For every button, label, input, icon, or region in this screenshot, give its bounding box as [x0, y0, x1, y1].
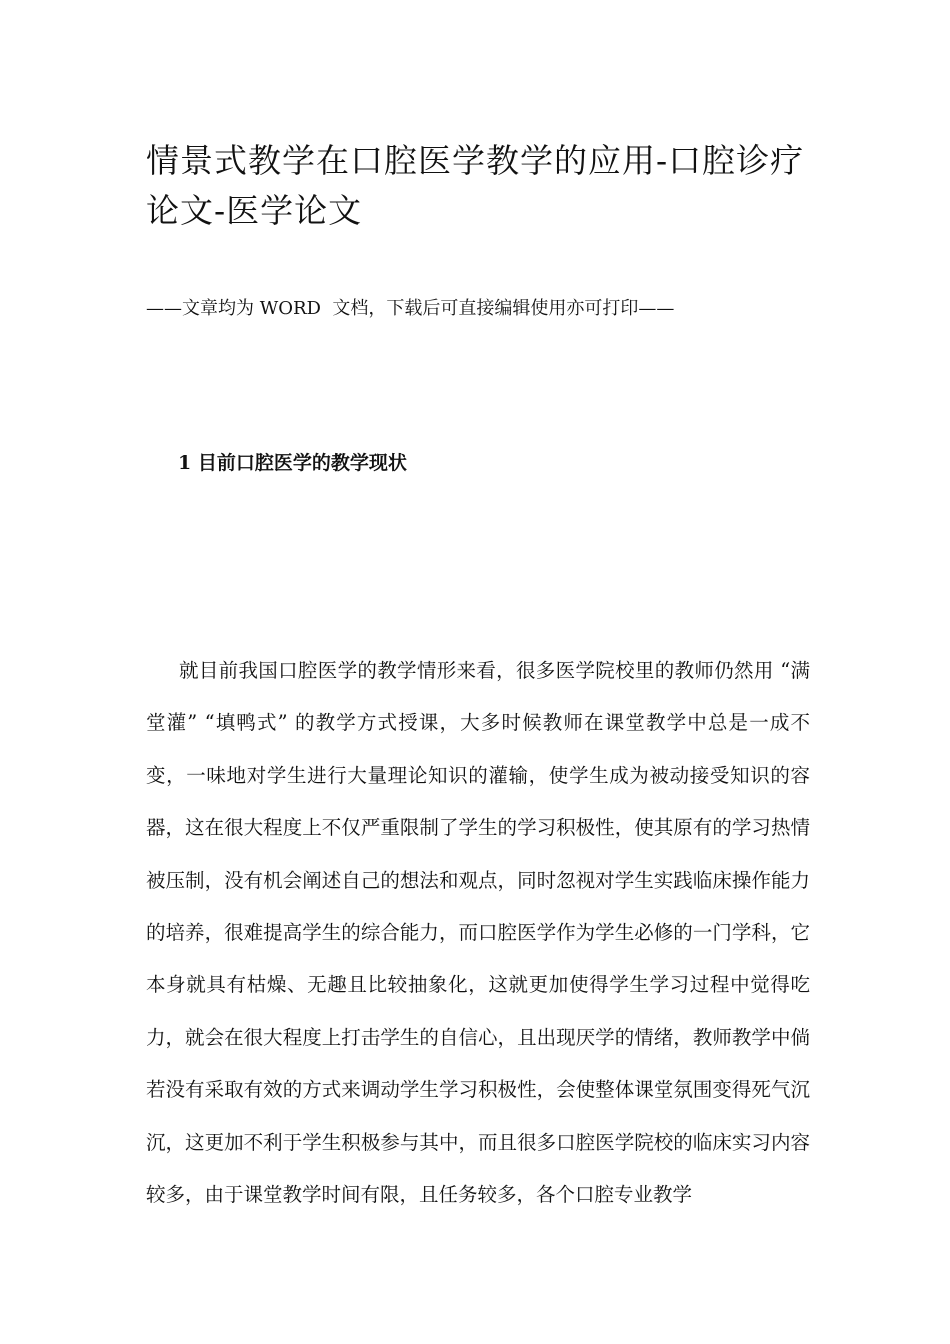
section-heading: 1 目前口腔医学的教学现状 — [178, 452, 407, 474]
document-title: 情景式教学在口腔医学教学的应用-口腔诊疗论文-医学论文 — [146, 141, 805, 230]
document-subtitle: ——文章均为 WORD 文档，下载后可直接编辑使用亦可打印—— — [146, 298, 675, 319]
body-paragraph: 就目前我国口腔医学的教学情形来看，很多医学院校里的教师仍然用 “满堂灌” “填鸭式” 的教学方式授课，大多时候教师在课堂教学中总是一成不变，一味地对学生进行大量理论知识的灌输，使学生成为被动接受知识的容器，这在很大程度上不仅严重限制了学生的学习积极性，使其原有的学习热情被压制，没有机会阐述自己的想法和观点，同时忽视对学生实践临床操作能力的培养，很难提高学生的综合能力，而口腔医学作为学生必修的一门学科，它本身就具有枯燥、无趣且比较抽象化，这就更加使得学生学习过程中觉得吃力，就会在很大程度上打击学生的自信心，且出现厌学的情绪，教师教学中倘若没有采取有效的方式来调动学生学习积极性，会使整体课堂氛围变得死气沉沉，这更加不利于学生积极参与其中，而且很多口腔医学院校的临床实习内容较多，由于课堂教学时间有限，且任务较多，各个口腔专业教学 — [146, 659, 810, 1207]
